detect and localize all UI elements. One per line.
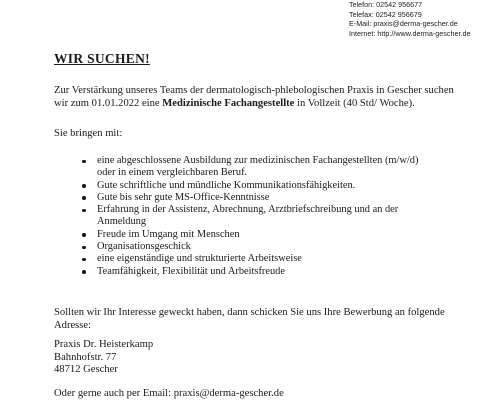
address-city: 48712 Gescher [54, 364, 118, 376]
contact-phone: Telefon: 02542 956677 [349, 0, 423, 9]
requirement-item: Gute bis sehr gute MS-Office-Kenntnisse [82, 192, 427, 204]
requirement-item: Organisationsgeschick [82, 241, 427, 253]
intro-paragraph [54, 85, 459, 110]
contact-email: E-Mail: praxis@derma-gescher.de [349, 19, 458, 29]
requirement-item: Erfahrung in der Assistenz, Abrechnung, Arztbriefschreibung und an der Anmeldung [82, 204, 427, 229]
requirement-item: Freude im Umgang mit Menschen [82, 229, 427, 241]
requirements-heading: Sie bringen mit: [54, 128, 123, 139]
address-block [54, 339, 153, 377]
requirement-item: eine eigenständige und strukturierte Arbeitsweise [82, 253, 427, 265]
email-contact-line: Oder gerne auch per Email: praxis@derma-gescher.de [54, 388, 284, 399]
intro-text-before: Zur Verstärkung unseres Teams der dermatologisch-phlebologischen Praxis in Gescher suchen wir zum 01.01.2022 eine [54, 85, 454, 109]
requirement-item: eine abgeschlossene Ausbildung zur medizinischen Fachangestellten (m/w/d) oder in einem vergleichbaren Beruf. [82, 155, 427, 180]
requirement-item: Teamfähigkeit, Flexibilität und Arbeitsfreude [82, 266, 427, 278]
position-title: Medizinische Fachangestellte [162, 97, 295, 109]
address-name: Praxis Dr. Heisterkamp [54, 339, 154, 350]
requirements-list [82, 155, 427, 278]
contact-fax: Telefax: 02542 956679 [349, 9, 422, 19]
closing-paragraph: Sollten wir Ihr Interesse geweckt haben, dann schicken Sie uns Ihre Bewerbung an folgende Adresse: [54, 307, 445, 331]
contact-block [349, 0, 470, 38]
address-street: Bahnhofstr. 77 [54, 351, 117, 363]
requirement-item: Gute schriftliche und mündliche Kommunikationsfähigkeiten. [82, 180, 427, 192]
headline: WIR SUCHEN! [54, 51, 150, 66]
contact-internet: Internet: http://www.derma-gescher.de [349, 28, 471, 38]
intro-text-after: in Vollzeit (40 Std/ Woche). [294, 97, 415, 109]
